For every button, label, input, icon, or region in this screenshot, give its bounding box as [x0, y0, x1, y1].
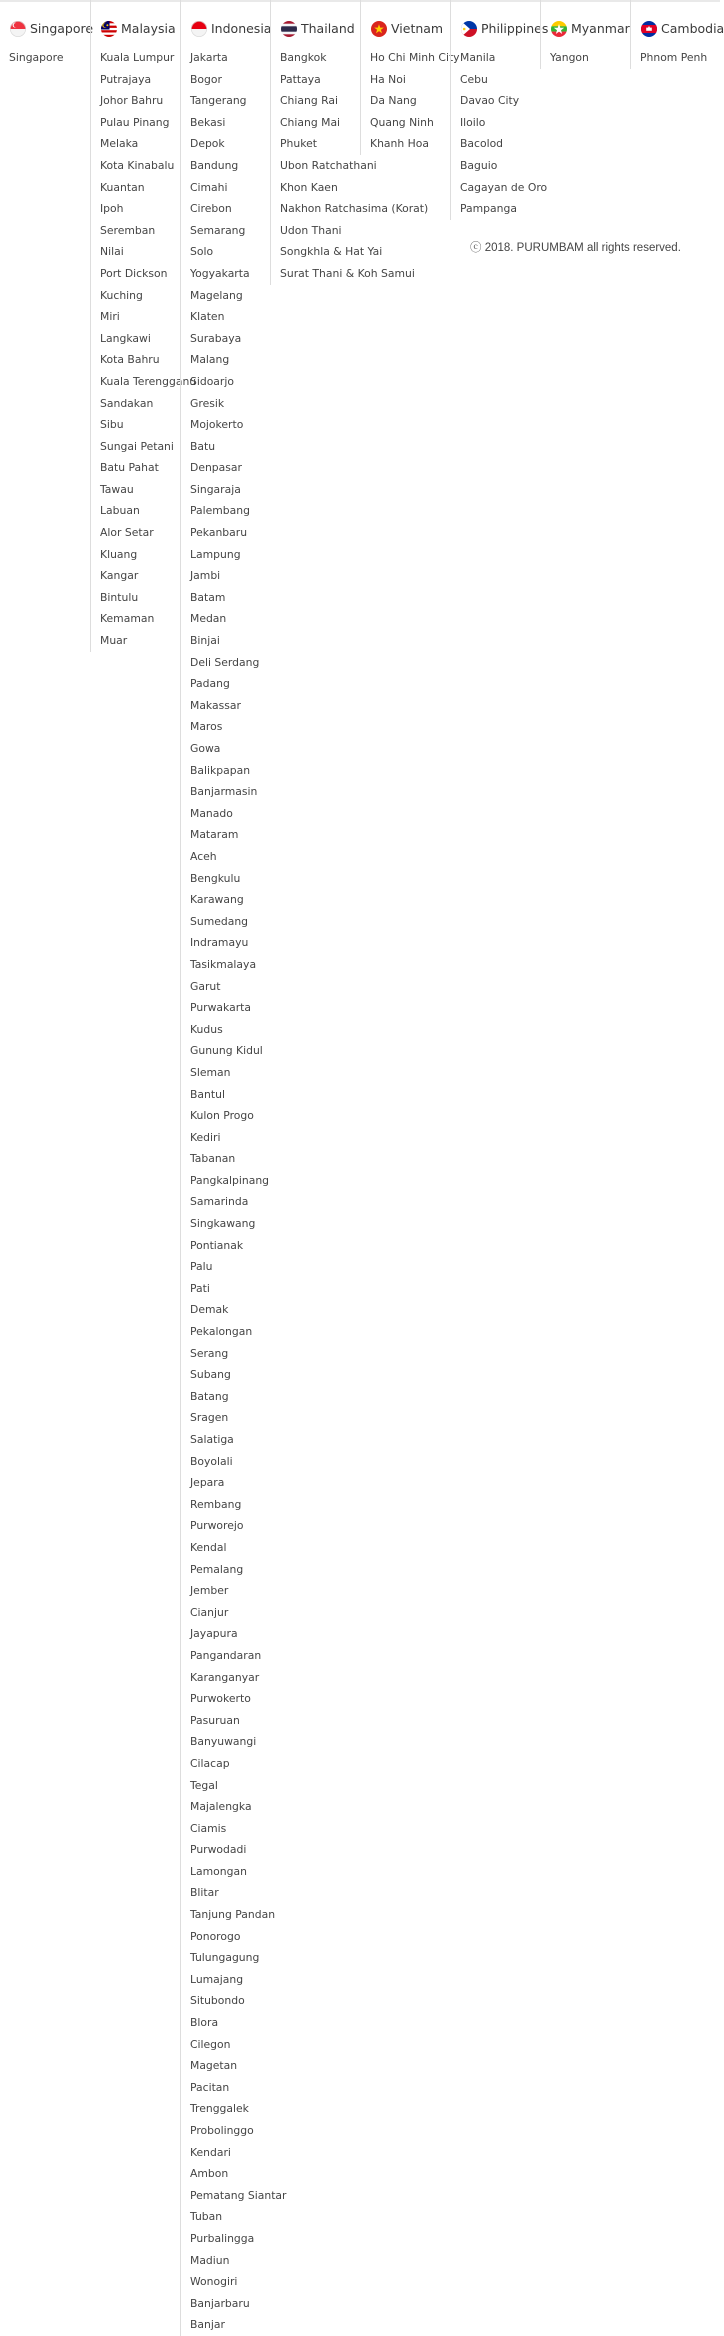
city-link[interactable]: Lampung — [190, 547, 241, 561]
city-link[interactable]: Cianjur — [190, 1605, 229, 1619]
city-link[interactable]: Sidoarjo — [190, 374, 234, 388]
country-name-malaysia: Malaysia — [121, 21, 176, 36]
city-link[interactable]: Medan — [190, 612, 227, 626]
city-link[interactable]: Tegal — [190, 1778, 218, 1792]
city-link[interactable]: Langkawi — [100, 331, 151, 345]
city-list-indonesia — [181, 47, 287, 2336]
country-column-indonesia — [180, 0, 287, 2336]
city-link[interactable]: Maros — [190, 720, 223, 734]
city-link[interactable]: Johor Bahru — [100, 94, 164, 108]
city-link[interactable]: Subang — [190, 1368, 231, 1382]
city-link[interactable]: Purwodadi — [190, 1843, 247, 1857]
city-link[interactable]: Sibu — [100, 418, 124, 432]
city-link[interactable]: Bogor — [190, 72, 222, 86]
city-link[interactable]: Surabaya — [190, 331, 242, 345]
city-link[interactable]: Blora — [190, 2016, 219, 2030]
city-link[interactable]: Tabanan — [190, 1152, 236, 1166]
city-link[interactable]: Indramayu — [190, 936, 249, 950]
city-link[interactable]: Tangerang — [190, 94, 247, 108]
country-header-singapore[interactable] — [0, 16, 94, 41]
city-link[interactable]: Bintulu — [100, 590, 139, 604]
malaysia-flag-icon — [101, 21, 117, 37]
city-link[interactable]: Sandakan — [100, 396, 154, 410]
city-link[interactable]: Kangar — [100, 569, 139, 583]
country-column-philippines — [450, 0, 549, 220]
country-name-indonesia: Indonesia — [211, 21, 272, 36]
city-link[interactable]: Depok — [190, 137, 225, 151]
city-link[interactable]: Purbalingga — [190, 2231, 255, 2245]
city-link[interactable]: Balikpapan — [190, 763, 251, 777]
city-link[interactable]: Jambi — [190, 569, 221, 583]
city-link[interactable]: Situbondo — [190, 1994, 245, 2008]
city-link[interactable]: Banjarbaru — [190, 2296, 250, 2310]
city-link[interactable]: Jayapura — [190, 1627, 238, 1641]
city-link[interactable]: Sungai Petani — [100, 439, 174, 453]
city-link[interactable]: Port Dickson — [100, 266, 168, 280]
city-link[interactable]: Pangandaran — [190, 1648, 262, 1662]
city-link[interactable]: Melaka — [100, 137, 139, 151]
country-column-cambodia — [630, 0, 724, 69]
city-link[interactable]: Kendal — [190, 1540, 227, 1554]
city-link[interactable]: Bengkulu — [190, 871, 241, 885]
city-link[interactable]: Yangon — [550, 51, 589, 64]
city-link[interactable]: Solo — [190, 245, 214, 259]
city-link[interactable]: Padang — [190, 677, 230, 691]
city-link[interactable]: Purwakarta — [190, 1001, 252, 1015]
city-link[interactable]: Wonogiri — [190, 2275, 238, 2289]
country-header-indonesia[interactable] — [181, 16, 270, 41]
city-link[interactable]: Binjai — [190, 634, 220, 648]
city-link[interactable]: Batu — [190, 439, 216, 453]
city-link[interactable]: Tulungagung — [190, 1951, 260, 1965]
city-link[interactable]: Malang — [190, 353, 230, 367]
city-link[interactable]: Sleman — [190, 1065, 231, 1079]
thailand-flag-icon — [281, 21, 297, 37]
country-name-philippines: Philippines — [481, 21, 549, 36]
city-link[interactable]: Pematang Siantar — [190, 2188, 287, 2202]
city-link[interactable]: Purwokerto — [190, 1692, 251, 1706]
city-link[interactable]: Kulon Progo — [190, 1109, 254, 1123]
city-link[interactable]: Cilegon — [190, 2037, 231, 2051]
city-link[interactable]: Putrajaya — [100, 72, 152, 86]
city-link[interactable]: Songkhla & Hat Yai — [280, 245, 383, 259]
city-link[interactable]: Pekalongan — [190, 1325, 253, 1339]
city-link[interactable]: Lamongan — [190, 1864, 247, 1878]
city-link[interactable]: Baguio — [460, 158, 498, 172]
city-link[interactable]: Manila — [460, 51, 496, 64]
city-link[interactable]: Jember — [190, 1584, 229, 1598]
city-list-myanmar — [541, 47, 630, 69]
myanmar-flag-icon — [551, 21, 567, 37]
city-link[interactable]: Kluang — [100, 547, 138, 561]
city-link[interactable]: Magelang — [190, 288, 243, 302]
city-link[interactable]: Klaten — [190, 310, 225, 324]
city-link[interactable]: Palu — [190, 1260, 213, 1274]
city-link[interactable]: Cebu — [460, 72, 488, 86]
city-link[interactable]: Karanganyar — [190, 1670, 260, 1684]
city-link[interactable]: Kuala Terengganu — [100, 374, 197, 388]
country-column-vietnam — [360, 0, 460, 155]
city-link[interactable]: Cirebon — [190, 202, 232, 216]
city-link[interactable]: Batam — [190, 590, 226, 604]
country-name-thailand: Thailand — [301, 21, 355, 36]
city-link[interactable]: Garut — [190, 979, 221, 993]
city-link[interactable]: Jakarta — [190, 51, 228, 64]
city-link[interactable]: Chiang Mai — [280, 115, 341, 129]
city-link[interactable]: Aceh — [190, 849, 217, 863]
city-link[interactable]: Ambon — [190, 2167, 229, 2181]
city-link[interactable]: Makassar — [190, 698, 241, 712]
country-header-thailand[interactable] — [271, 16, 360, 41]
city-link[interactable]: Sumedang — [190, 914, 249, 928]
city-link[interactable]: Khon Kaen — [280, 180, 338, 194]
city-link[interactable]: Batu Pahat — [100, 461, 159, 475]
country-header-malaysia[interactable] — [91, 16, 180, 41]
city-link[interactable]: Muar — [100, 634, 128, 648]
city-link[interactable]: Semarang — [190, 223, 246, 237]
city-link[interactable]: Bacolod — [460, 137, 504, 151]
country-name-cambodia: Cambodia — [661, 21, 724, 36]
city-link[interactable]: Nilai — [100, 245, 124, 259]
city-link[interactable]: Surat Thani & Koh Samui — [280, 266, 415, 280]
city-link[interactable]: Khanh Hoa — [370, 137, 429, 151]
city-link[interactable]: Blitar — [190, 1886, 219, 1900]
city-link[interactable]: Gowa — [190, 742, 221, 755]
city-link[interactable]: Kediri — [190, 1130, 221, 1144]
city-link[interactable]: Bangkok — [280, 51, 327, 64]
city-list-malaysia — [91, 47, 197, 652]
country-header-cambodia[interactable] — [631, 16, 724, 41]
city-link[interactable]: Banjar — [190, 2318, 225, 2332]
country-column-singapore — [0, 0, 94, 69]
city-link[interactable]: Udon Thani — [280, 223, 342, 237]
city-link[interactable]: Singapore — [9, 51, 64, 64]
city-link[interactable]: Magetan — [190, 2059, 238, 2073]
city-link[interactable]: Pati — [190, 1281, 210, 1295]
copyright-text: ⓒ 2018. PURUMBAM all rights reserved. — [470, 242, 681, 254]
vietnam-flag-icon — [371, 21, 387, 37]
city-link[interactable]: Bekasi — [190, 115, 226, 129]
city-link[interactable]: Ho Chi Minh City — [370, 51, 460, 64]
city-list-singapore — [0, 47, 90, 69]
city-link[interactable]: Demak — [190, 1303, 229, 1317]
city-link[interactable]: Tanjung Pandan — [190, 1908, 276, 1922]
city-link[interactable]: Ubon Ratchathani — [280, 158, 377, 172]
city-link[interactable]: Pattaya — [280, 72, 321, 86]
city-link[interactable]: Kendari — [190, 2145, 231, 2159]
city-link[interactable]: Cagayan de Oro — [460, 180, 548, 194]
country-name-myanmar: Myanmar — [571, 21, 630, 36]
cambodia-flag-icon — [641, 21, 657, 37]
city-link[interactable]: Seremban — [100, 223, 156, 237]
city-link[interactable]: Bantul — [190, 1087, 225, 1101]
city-link[interactable]: Ponorogo — [190, 1929, 241, 1943]
city-list-philippines — [451, 47, 548, 220]
city-link[interactable]: Pulau Pinang — [100, 115, 170, 129]
city-link[interactable]: Mataram — [190, 828, 239, 842]
city-link[interactable]: Bandung — [190, 158, 239, 172]
city-link[interactable]: Manado — [190, 806, 233, 820]
city-link[interactable]: Pasuruan — [190, 1713, 240, 1727]
city-link[interactable]: Cilacap — [190, 1756, 230, 1770]
city-link[interactable]: Ciamis — [190, 1821, 227, 1835]
country-column-myanmar — [540, 0, 630, 69]
city-link[interactable]: Pemalang — [190, 1562, 244, 1576]
city-link[interactable]: Rembang — [190, 1497, 242, 1511]
city-link[interactable]: Davao City — [460, 94, 520, 108]
city-link[interactable]: Banjarmasin — [190, 785, 258, 799]
city-link[interactable]: Pekanbaru — [190, 526, 248, 540]
city-link[interactable]: Kuala Lumpur — [100, 51, 175, 64]
philippines-flag-icon — [461, 21, 477, 37]
city-link[interactable]: Deli Serdang — [190, 655, 260, 669]
city-link[interactable]: Ha Noi — [370, 72, 406, 86]
city-link[interactable]: Trenggalek — [190, 2102, 249, 2116]
city-link[interactable]: Singkawang — [190, 1217, 256, 1231]
city-link[interactable]: Quang Ninh — [370, 115, 434, 129]
city-link[interactable]: Palembang — [190, 504, 250, 518]
indonesia-flag-icon — [191, 21, 207, 37]
city-link[interactable]: Sragen — [190, 1411, 229, 1425]
city-link[interactable]: Pacitan — [190, 2080, 230, 2094]
city-link[interactable]: Nakhon Ratchasima (Korat) — [280, 202, 429, 216]
city-link[interactable]: Yogyakarta — [190, 266, 250, 280]
city-link[interactable]: Phnom Penh — [640, 51, 708, 64]
city-link[interactable]: Salatiga — [190, 1433, 234, 1446]
city-link[interactable]: Pangkalpinang — [190, 1173, 270, 1187]
city-link[interactable]: Alor Setar — [100, 526, 154, 540]
city-link[interactable]: Gresik — [190, 396, 225, 410]
city-link[interactable]: Gunung Kidul — [190, 1044, 263, 1058]
city-link[interactable]: Kuching — [100, 288, 143, 302]
city-link[interactable]: Purworejo — [190, 1519, 244, 1533]
city-link[interactable]: Denpasar — [190, 461, 242, 475]
city-link[interactable]: Tawau — [100, 482, 134, 496]
city-link[interactable]: Probolinggo — [190, 2124, 254, 2137]
city-link[interactable]: Chiang Rai — [280, 94, 339, 108]
city-link[interactable]: Kota Bahru — [100, 353, 160, 367]
city-link[interactable]: Cimahi — [190, 180, 228, 194]
city-link[interactable]: Jepara — [190, 1476, 225, 1490]
city-link[interactable]: Boyolali — [190, 1454, 233, 1468]
city-link[interactable]: Kudus — [190, 1022, 223, 1036]
city-link[interactable]: Tuban — [190, 2210, 223, 2224]
city-link[interactable]: Lumajang — [190, 1972, 244, 1986]
city-link[interactable]: Mojokerto — [190, 418, 244, 432]
city-link[interactable]: Tasikmalaya — [190, 957, 257, 971]
city-link[interactable]: Serang — [190, 1346, 229, 1360]
city-list-cambodia — [631, 47, 720, 69]
country-header-vietnam[interactable] — [361, 16, 450, 41]
city-link[interactable]: Pontianak — [190, 1238, 244, 1252]
city-list-vietnam — [361, 47, 460, 155]
city-link[interactable]: Phuket — [280, 137, 317, 151]
city-link[interactable]: Majalengka — [190, 1800, 252, 1814]
city-link[interactable]: Labuan — [100, 504, 140, 518]
city-link[interactable]: Singaraja — [190, 482, 241, 496]
city-link[interactable]: Banyuwangi — [190, 1735, 257, 1749]
city-link[interactable]: Iloilo — [460, 115, 486, 129]
city-link[interactable]: Batang — [190, 1389, 229, 1403]
city-link[interactable]: Kota Kinabalu — [100, 158, 175, 172]
country-name-vietnam: Vietnam — [391, 21, 444, 36]
city-link[interactable]: Da Nang — [370, 94, 417, 108]
city-link[interactable]: Samarinda — [190, 1195, 249, 1209]
city-link[interactable]: Kuantan — [100, 180, 145, 194]
singapore-flag-icon — [10, 21, 26, 37]
city-link[interactable]: Madiun — [190, 2253, 230, 2267]
city-link[interactable]: Pampanga — [460, 202, 517, 216]
city-link[interactable]: Karawang — [190, 893, 244, 907]
city-link[interactable]: Kemaman — [100, 612, 155, 626]
country-header-myanmar[interactable] — [541, 16, 630, 41]
country-column-malaysia — [90, 0, 197, 652]
country-header-philippines[interactable] — [451, 16, 549, 41]
country-name-singapore: Singapore — [30, 21, 94, 36]
city-link[interactable]: Ipoh — [100, 202, 124, 216]
city-link[interactable]: Miri — [100, 310, 120, 324]
